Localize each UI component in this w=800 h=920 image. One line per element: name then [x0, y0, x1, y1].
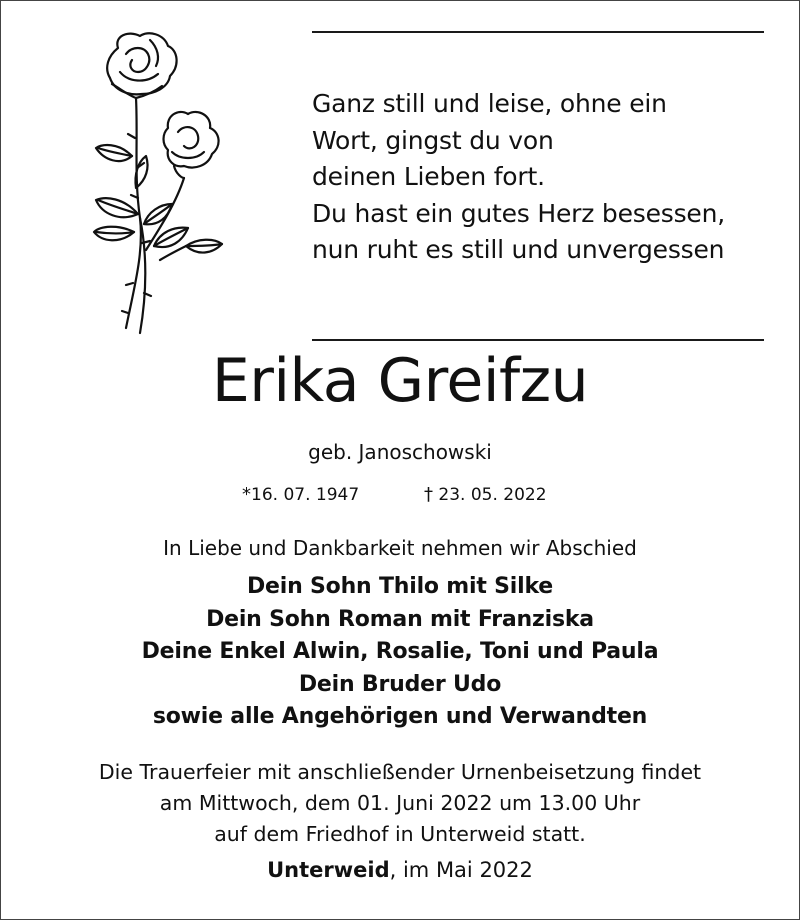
poem-line: deinen Lieben fort.: [312, 162, 545, 191]
birth-date-group: [242, 484, 359, 505]
mourner-line: Dein Bruder Udo: [298, 671, 502, 697]
funeral-line: auf dem Friedhof in Unterweid statt.: [214, 822, 586, 846]
mourner-line: Dein Sohn Roman mit Franziska: [206, 606, 594, 632]
death-symbol: †: [424, 484, 433, 505]
poem-line: Du hast ein gutes Herz besessen,: [312, 198, 725, 228]
funeral-line: am Mittwoch, dem 01. Juni 2022 um 13.00 Uhr: [159, 791, 641, 815]
top-divider: [312, 31, 764, 33]
place-date: , im Mai 2022: [389, 858, 533, 882]
poem-line: Ganz still und leise, ohne ein: [312, 89, 667, 118]
poem-line: Wort, gingst du von: [312, 125, 554, 155]
maiden-name: geb. Janoschowski: [308, 440, 492, 464]
deceased-name: Erika Greifzu: [211, 346, 589, 416]
birth-symbol: *: [242, 484, 251, 505]
poem: [312, 86, 782, 269]
birth-date: 16. 07. 1947: [251, 485, 360, 505]
death-date-group: [424, 484, 547, 505]
poem-line: nun ruht es still und unvergessen: [312, 235, 725, 264]
bottom-divider: [312, 339, 764, 341]
death-date: 23. 05. 2022: [438, 485, 547, 505]
mourner-line: Dein Sohn Thilo mit Silke: [246, 574, 554, 599]
mourner-line: sowie alle Angehörigen und Verwandten: [152, 704, 648, 729]
funeral-info: [0, 757, 800, 850]
place-date-line: [0, 858, 800, 882]
mourner-line: Deine Enkel Alwin, Rosalie, Toni und Paula: [141, 639, 659, 664]
rose-drawing-icon: [88, 28, 238, 338]
mourners-list: [0, 571, 800, 734]
place-name: Unterweid: [267, 858, 390, 882]
farewell-line: In Liebe und Dankbarkeit nehmen wir Abschied: [163, 536, 637, 560]
funeral-line: Die Trauerfeier mit anschließender Urnenbeisetzung findet: [98, 760, 702, 784]
life-dates: [0, 484, 800, 514]
